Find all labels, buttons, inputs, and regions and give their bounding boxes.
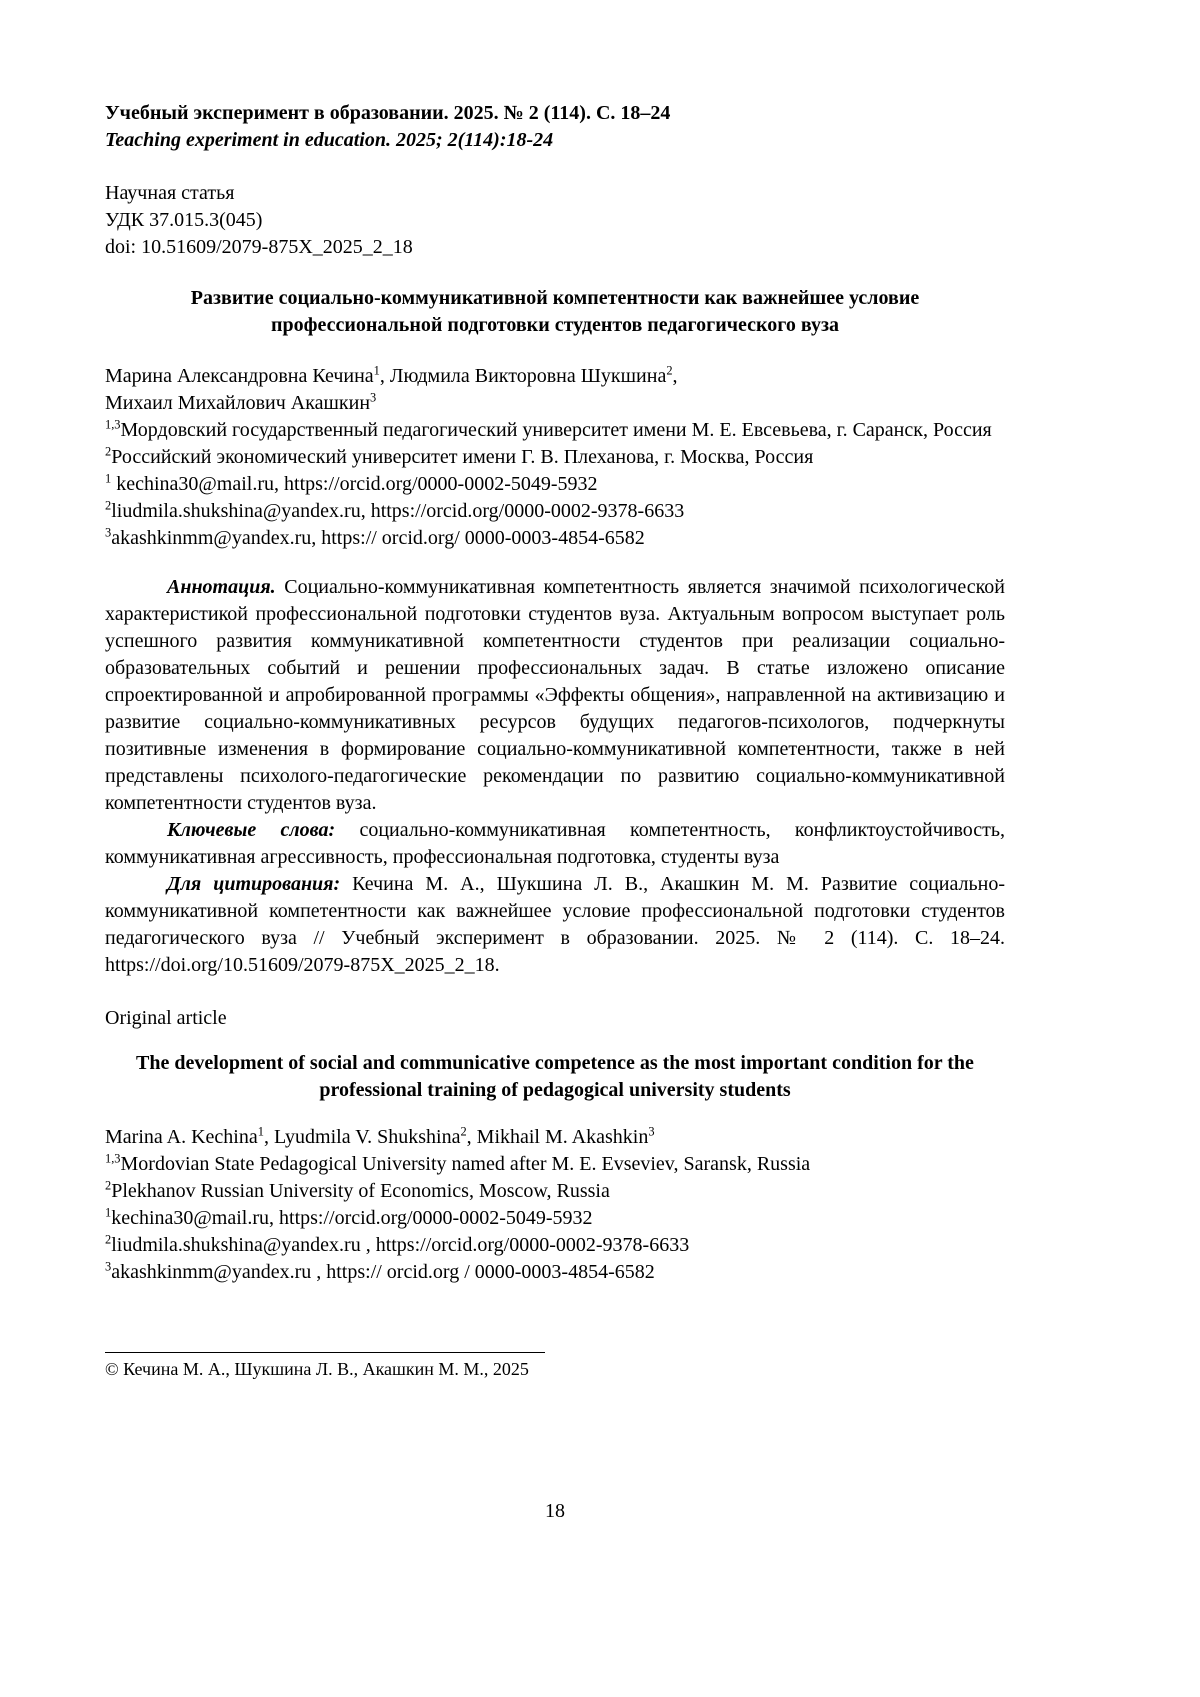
affiliation-text: Mordovian State Pedagogical University named after M. E. Evseviev, Saransk, Russia: [120, 1153, 811, 1175]
article-type-label: Научная статья: [105, 182, 235, 204]
author-email-orcid: akashkinmm@yandex.ru, https:// orcid.org/ 0000-0003-4854-6582: [111, 527, 645, 549]
author-email-orcid: akashkinmm@yandex.ru , https:// orcid.org / 0000-0003-4854-6582: [111, 1261, 655, 1283]
author-separator: ,: [672, 365, 678, 387]
author-name: Марина Александровна Кечина: [105, 365, 374, 387]
affiliation-line: [105, 444, 1005, 471]
author-affiliation-sup: 1: [257, 1124, 264, 1139]
affiliation-line: [105, 1151, 1005, 1178]
original-article-label: Original article: [105, 1007, 227, 1029]
citation-paragraph: [105, 871, 1005, 979]
keywords-text: социально-коммуникативная компетентность, конфликтоустойчивость, коммуникативная агрессивность, профессиональная подготовка, студенты вуза: [105, 819, 1005, 868]
affiliation-sup: 3: [105, 1259, 112, 1274]
affiliation-text: Plekhanov Russian University of Economics, Moscow, Russia: [111, 1180, 610, 1202]
author-name: , Людмила Викторовна Шукшина: [379, 365, 667, 387]
affiliation-line: [105, 525, 1005, 552]
affiliation-sup: 2: [105, 1232, 112, 1247]
affiliation-line: [105, 1259, 1005, 1286]
journal-citation-en: Teaching experiment in education. 2025; 2(114):18-24: [105, 129, 554, 151]
affiliations-ru: [105, 417, 1005, 552]
author-name: , Mikhail M. Akashkin: [466, 1126, 649, 1148]
affiliation-sup: 1,3: [105, 417, 121, 432]
article-title-en: The development of social and communicative competence as the most important condition for the professional training of pedagogical university students: [136, 1052, 974, 1101]
journal-header: [105, 100, 1005, 154]
affiliation-line: [105, 1205, 1005, 1232]
affiliation-line: [105, 1232, 1005, 1259]
keywords-label: Ключевые слова:: [167, 819, 336, 841]
page-number: 18: [545, 1500, 565, 1522]
author-affiliation-sup: 2: [666, 363, 673, 378]
affiliations-en: [105, 1151, 1005, 1286]
affiliation-sup: 1: [105, 1205, 112, 1220]
copyright-line: © Кечина М. А., Шукшина Л. В., Акашкин М. М., 2025: [105, 1359, 529, 1379]
abstract-paragraph: [105, 574, 1005, 817]
copyright-footnote: [105, 1352, 545, 1381]
authors-ru: [105, 363, 1005, 417]
authors-ru-line-2: [105, 390, 1005, 417]
article-title-ru: Развитие социально-коммуникативной компетентности как важнейшее условие профессиональной подготовки студентов педагогического вуза: [190, 287, 920, 336]
citation-label: Для цитирования:: [167, 873, 341, 895]
affiliation-sup: 2: [105, 498, 112, 513]
author-name: , Lyudmila V. Shukshina: [263, 1126, 461, 1148]
article-meta: [105, 180, 1005, 261]
affiliation-line: [105, 1178, 1005, 1205]
footnote-separator: [105, 1352, 545, 1353]
author-name: Marina A. Kechina: [105, 1126, 258, 1148]
affiliation-sup: 1: [105, 471, 112, 486]
affiliation-text: Российский экономический университет имени Г. В. Плеханова, г. Москва, Россия: [111, 446, 814, 468]
author-affiliation-sup: 2: [460, 1124, 467, 1139]
journal-citation-ru: Учебный эксперимент в образовании. 2025. № 2 (114). С. 18–24: [105, 102, 671, 124]
author-email-orcid: kechina30@mail.ru, https://orcid.org/0000-0002-5049-5932: [111, 1207, 593, 1229]
author-affiliation-sup: 3: [648, 1124, 655, 1139]
affiliation-sup: 2: [105, 444, 112, 459]
affiliation-line: [105, 498, 1005, 525]
affiliation-sup: 3: [105, 525, 112, 540]
abstract-label: Аннотация.: [167, 576, 276, 598]
author-affiliation-sup: 3: [370, 390, 377, 405]
udc-code: УДК 37.015.3(045): [105, 209, 263, 231]
affiliation-line: [105, 417, 1005, 444]
affiliation-sup: 1,3: [105, 1151, 121, 1166]
author-email-orcid: liudmila.shukshina@yandex.ru, https://orcid.org/0000-0002-9378-6633: [111, 500, 685, 522]
doi-code: doi: 10.51609/2079-875X_2025_2_18: [105, 236, 413, 258]
affiliation-text: Мордовский государственный педагогический университет имени М. Е. Евсевьева, г. Саранск, Россия: [120, 419, 992, 441]
affiliation-sup: 2: [105, 1178, 112, 1193]
author-email-orcid: liudmila.shukshina@yandex.ru , https://orcid.org/0000-0002-9378-6633: [111, 1234, 690, 1256]
abstract-text: Социально-коммуникативная компетентность является значимой психологической характеристикой профессиональной подготовки студентов вуза. Актуальным вопросом выступает роль успешного развития коммуникативной компетентности студентов при реализации социально-образовательных событий и решении профессиональных задач. В статье изложено описание спроектированной и апробированной программы «Эффекты общения», направленной на активизацию и развитие социально-коммуникативных ресурсов будущих педагогов-психологов, подчеркнуты позитивные изменения в формирование социально-коммуникативной компетентности, также в ней представлены психолого-педагогические рекомендации по развитию социально-коммуникативной компетентности студентов вуза.: [105, 576, 1005, 814]
author-affiliation-sup: 1: [373, 363, 380, 378]
citation-text: Кечина М. А., Шукшина Л. В., Акашкин М. М. Развитие социально-коммуникативной компетентности как важнейшее условие профессиональной подготовки студентов педагогического вуза // Учебный эксперимент в образовании. 2025. № 2 (114). С. 18–24. https://doi.org/10.51609/2079-875X_2025_2_18.: [105, 873, 1005, 976]
authors-en: [105, 1124, 1005, 1151]
author-name: Михаил Михайлович Акашкин: [105, 392, 371, 414]
keywords-paragraph: [105, 817, 1005, 871]
affiliation-line: [105, 471, 1005, 498]
authors-ru-line-1: [105, 363, 1005, 390]
author-email-orcid: kechina30@mail.ru, https://orcid.org/0000-0002-5049-5932: [111, 473, 598, 495]
authors-en-line: [105, 1124, 1005, 1151]
